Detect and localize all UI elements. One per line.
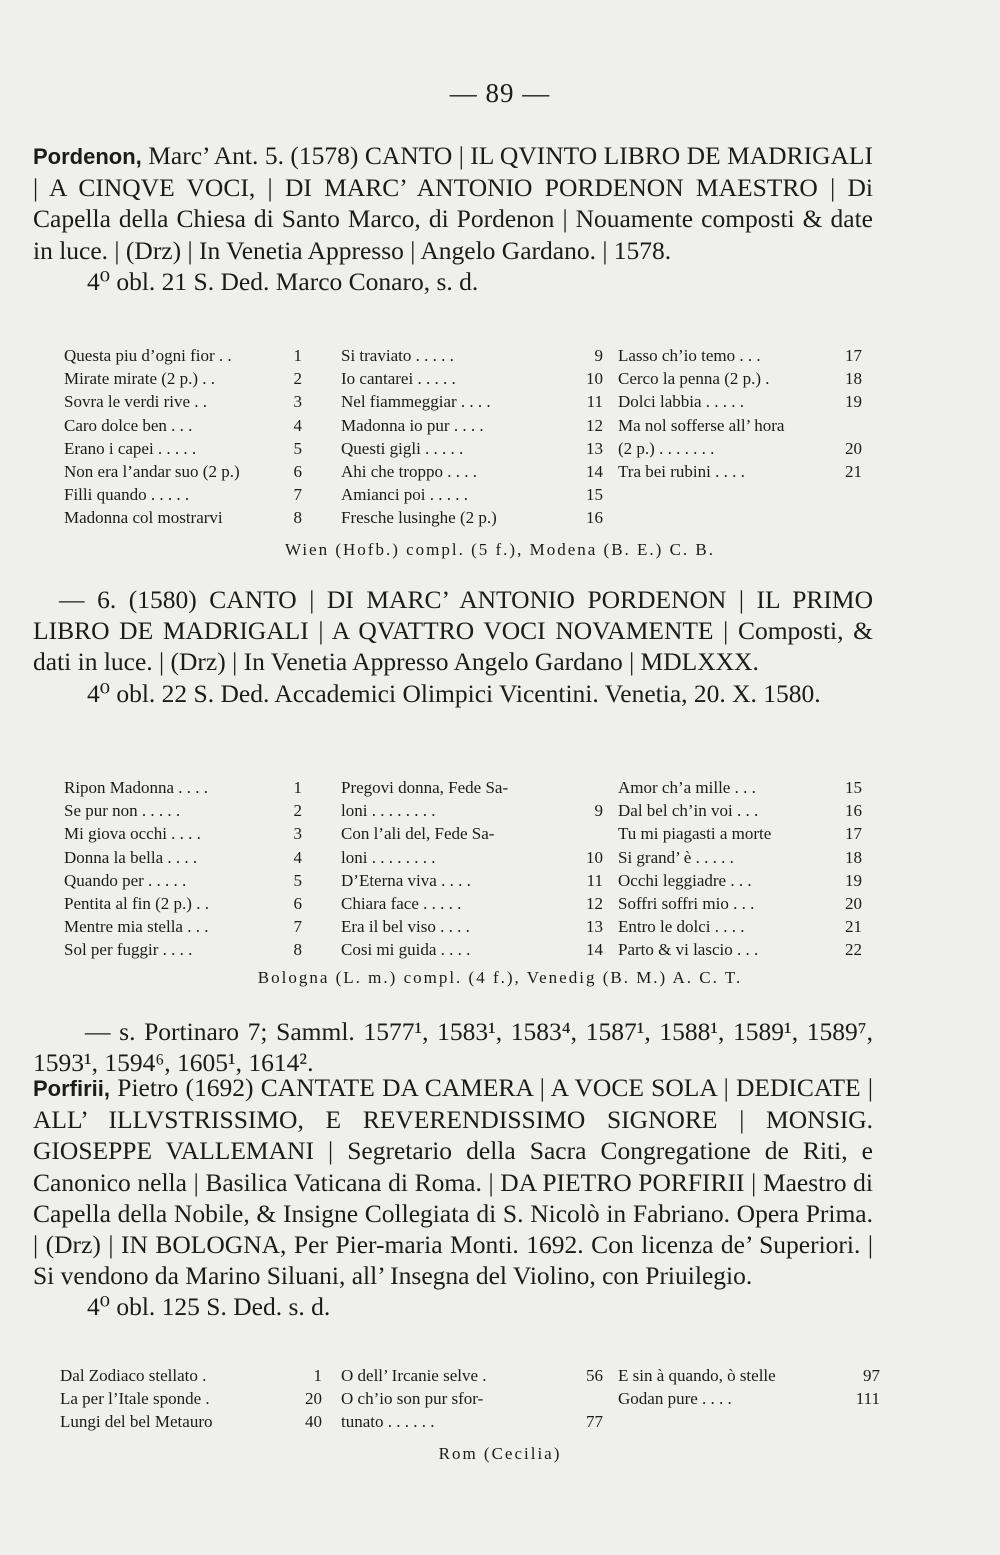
- contents-item: [64, 822, 302, 845]
- contents-item: [341, 846, 603, 869]
- contents-item-title: Mirate mirate (2 p.) . .: [64, 369, 216, 389]
- contents-item: [64, 776, 302, 799]
- contents-item-number: 7: [293, 485, 302, 505]
- contents-item-title: Si grand’ è . . . . .: [618, 847, 734, 867]
- contents-item-title: Occhi leggiadre . . .: [618, 870, 752, 890]
- contents-item-number: [599, 776, 603, 799]
- contents-item: [341, 869, 603, 892]
- contents-item-number: [858, 414, 862, 437]
- entry-format: 4⁰ obl. 21 S. Ded. Marco Conaro, s. d.: [87, 266, 479, 296]
- contents-item-number: 21: [845, 917, 862, 937]
- contents-item-title: Ma nol sofferse all’ hora: [618, 415, 785, 435]
- cross-reference-text: — s. Portinaro 7; Samml. 1577¹, 1583¹, 1583⁴, 1587¹, 1588¹, 1589¹, 1589⁷, 1593¹, 1594⁶, 1605¹, 1614².: [33, 1017, 873, 1078]
- contents-item-number: 97: [863, 1366, 880, 1385]
- contents-item: [618, 1364, 880, 1387]
- contents-item-title: La per l’Itale sponde .: [60, 1389, 210, 1409]
- contents-item: [64, 414, 302, 437]
- contents-item-number: 20: [845, 438, 862, 458]
- contents-item-number: 19: [845, 870, 862, 890]
- contents-item-title: Amor ch’a mille . . .: [618, 778, 756, 797]
- contents-item-number: 14: [586, 462, 603, 482]
- contents-item-number: 111: [855, 1389, 880, 1409]
- contents-item: [618, 846, 862, 869]
- entry-body: — 6. (1580) CANTO | DI MARC’ ANTONIO PORDENON | IL PRIMO LIBRO DE MADRIGALI | A QVATTRO VOCI NOVAMENTE | Composti, & dati in luce. | (Drz) | In Venetia Appresso Angelo Gardano | MDLXXX.: [33, 585, 873, 677]
- contents-item-number: 10: [586, 847, 603, 867]
- contents-list-2: [64, 776, 884, 966]
- contents-item-number: 1: [293, 346, 302, 365]
- library-location-3: Rom (Cecilia): [438, 1444, 562, 1463]
- contents-item-number: 17: [845, 346, 862, 365]
- contents-item: [341, 915, 603, 938]
- contents-item-title: Dal bel ch’in voi . . .: [618, 801, 759, 821]
- contents-item: [341, 822, 603, 845]
- contents-item: [64, 799, 302, 822]
- composer-name: Pordenon,: [33, 144, 142, 169]
- contents-item-title: Questi gigli . . . . .: [341, 438, 464, 458]
- cross-reference: [33, 1016, 873, 1078]
- entry-body: [33, 140, 873, 266]
- contents-item-title: Tra bei rubini . . . .: [618, 462, 745, 482]
- contents-item-number: 18: [845, 369, 862, 389]
- library-location-2: Bologna (L. m.) compl. (4 f.), Venedig (B. M.) A. C. T.: [257, 968, 743, 987]
- contents-item-number: 21: [845, 462, 862, 482]
- contents-item-title: Pentita al fin (2 p.) . .: [64, 894, 209, 914]
- contents-item-number: 7: [293, 917, 302, 937]
- contents-item-title: Ripon Madonna . . . .: [64, 778, 209, 797]
- contents-column-1: [64, 344, 302, 530]
- contents-item: [341, 367, 603, 390]
- contents-item: [618, 460, 862, 483]
- contents-item: [341, 437, 603, 460]
- contents-item-number: 8: [293, 940, 302, 960]
- contents-item: [341, 1410, 603, 1433]
- contents-item-title: Lasso ch’io temo . . .: [618, 346, 761, 365]
- contents-item-number: 4: [293, 415, 302, 435]
- contents-item-number: 8: [293, 508, 302, 528]
- contents-item-title: tunato . . . . . .: [341, 1412, 435, 1432]
- contents-item-number: 18: [845, 847, 862, 867]
- contents-item-number: 12: [586, 415, 603, 435]
- contents-item-number: 14: [586, 940, 603, 960]
- contents-item: [618, 776, 862, 799]
- contents-item-number: 77: [586, 1412, 603, 1432]
- contents-item-number: 15: [845, 778, 862, 797]
- contents-item: [618, 938, 862, 961]
- contents-item: [618, 367, 862, 390]
- contents-item-title: E sin à quando, ò stelle: [618, 1366, 776, 1385]
- contents-item: [64, 460, 302, 483]
- contents-item-title: Questa piu d’ogni fior . .: [64, 346, 232, 365]
- contents-item: [618, 344, 862, 367]
- contents-item-title: Cosi mi guida . . . .: [341, 940, 471, 960]
- contents-item-title: Pregovi donna, Fede Sa-: [341, 778, 509, 797]
- contents-item-title: Fresche lusinghe (2 p.): [341, 508, 497, 528]
- contents-item-number: 13: [586, 917, 603, 937]
- contents-column-1: [64, 776, 302, 962]
- contents-item-title: Mi giova occhi . . . .: [64, 824, 201, 844]
- contents-item-title: Parto & vi lascio . . .: [618, 940, 759, 960]
- contents-item-number: 2: [293, 801, 302, 821]
- contents-item-number: 4: [293, 847, 302, 867]
- contents-item-number: 1: [293, 778, 302, 797]
- contents-item: [341, 938, 603, 961]
- contents-item: [618, 437, 862, 460]
- contents-item-title: Erano i capei . . . . .: [64, 438, 197, 458]
- contents-item-number: 56: [586, 1366, 603, 1385]
- contents-item-title: O ch’io son pur sfor-: [341, 1389, 484, 1409]
- contents-item-number: 5: [293, 870, 302, 890]
- contents-item: [618, 1387, 880, 1410]
- contents-column-3: [618, 1364, 880, 1410]
- contents-item-title: (2 p.) . . . . . . .: [618, 438, 715, 458]
- contents-item-title: D’Eterna viva . . . .: [341, 870, 471, 890]
- entry-format: 4⁰ obl. 22 S. Ded. Accademici Olimpici Vicentini. Venetia, 20. X. 1580.: [87, 678, 821, 708]
- contents-item-title: Sol per fuggir . . . .: [64, 940, 193, 960]
- contents-item-title: Amianci poi . . . . .: [341, 485, 469, 505]
- contents-item-number: 19: [845, 392, 862, 412]
- contents-item-title: Dolci labbia . . . . .: [618, 392, 745, 412]
- contents-item-number: 6: [293, 894, 302, 914]
- contents-item: [64, 506, 302, 529]
- contents-column-3: [618, 344, 862, 483]
- contents-item: [64, 367, 302, 390]
- contents-item: [60, 1364, 322, 1387]
- contents-item: [64, 869, 302, 892]
- contents-item-title: Donna la bella . . . .: [64, 847, 198, 867]
- contents-item-title: Ahi che troppo . . . .: [341, 462, 477, 482]
- contents-list-1: [64, 344, 884, 534]
- contents-item-number: 22: [845, 940, 862, 960]
- contents-column-3: [618, 776, 862, 962]
- contents-item-number: 13: [586, 438, 603, 458]
- entry-title-text: Pietro (1692) CANTATE DA CAMERA | A VOCE SOLA | DEDICATE | ALL’ ILLVSTRISSIMO, E REVERENDISSIMO SIGNORE | MONSIG. GIOSEPPE VALLEMANI | Segretario della Sacra Congregatione de Riti, e Canonico nella | Basilica Vaticana di Roma. | DA PIETRO PORFIRII | Maestro di Capella della Nobile, & Insigne Collegiata di S. Nicolò in Fabriano. Opera Prima. | (Drz) | IN BOLOGNA, Per Pier-maria Monti. 1692. Con licenza de’ Superiori. | Si vendono da Marino Siluani, all’ Insegna del Violino, con Priuilegio.: [33, 1073, 873, 1291]
- contents-column-1: [60, 1364, 322, 1434]
- contents-item-title: Se pur non . . . . .: [64, 801, 181, 821]
- contents-item: [341, 892, 603, 915]
- contents-item-title: Godan pure . . . .: [618, 1389, 732, 1409]
- contents-item: [618, 799, 862, 822]
- contents-item-number: 20: [305, 1389, 322, 1409]
- contents-item: [64, 915, 302, 938]
- contents-item-number: 12: [586, 894, 603, 914]
- contents-item: [60, 1387, 322, 1410]
- contents-item-number: 16: [586, 508, 603, 528]
- contents-item-title: Cerco la penna (2 p.) .: [618, 369, 770, 389]
- contents-item-title: Era il bel viso . . . .: [341, 917, 470, 937]
- page-number: — 89 —: [449, 78, 551, 108]
- contents-item: [618, 414, 862, 437]
- catalog-entry-porfirii: [33, 1072, 873, 1323]
- library-location-1: Wien (Hofb.) compl. (5 f.), Modena (B. E.) C. B.: [284, 540, 716, 559]
- contents-item-number: 20: [845, 894, 862, 914]
- contents-item: [618, 822, 862, 845]
- contents-item: [64, 437, 302, 460]
- contents-item-title: Mentre mia stella . . .: [64, 917, 209, 937]
- entry-body: [33, 1072, 873, 1291]
- contents-item-number: [599, 1387, 603, 1410]
- contents-item: [341, 799, 603, 822]
- contents-list-3: [60, 1364, 884, 1444]
- contents-item-number: 2: [293, 369, 302, 389]
- contents-item-number: 15: [586, 485, 603, 505]
- contents-column-2: [341, 776, 603, 962]
- contents-item-title: Caro dolce ben . . .: [64, 415, 193, 435]
- contents-item: [60, 1410, 322, 1433]
- contents-item: [64, 390, 302, 413]
- contents-item-number: 17: [845, 824, 862, 844]
- contents-item-number: 10: [586, 369, 603, 389]
- contents-item: [341, 506, 603, 529]
- contents-item: [341, 1364, 603, 1387]
- contents-item-number: [599, 822, 603, 845]
- contents-item: [341, 776, 603, 799]
- contents-item-title: Lungi del bel Metauro: [60, 1412, 213, 1432]
- contents-item-title: loni . . . . . . . .: [341, 847, 436, 867]
- contents-item-number: 9: [594, 346, 603, 365]
- entry-format: 4⁰ obl. 125 S. Ded. s. d.: [87, 1292, 331, 1322]
- contents-item: [341, 483, 603, 506]
- contents-item-number: 6: [293, 462, 302, 482]
- contents-item-title: Chiara face . . . . .: [341, 894, 462, 914]
- contents-item: [341, 460, 603, 483]
- contents-item-number: 3: [293, 392, 302, 412]
- catalog-entry-pordenon-5: [33, 140, 873, 297]
- contents-item-title: loni . . . . . . . .: [341, 801, 436, 821]
- composer-name: Porfirii,: [33, 1076, 111, 1101]
- contents-item: [341, 390, 603, 413]
- contents-item-number: 16: [845, 801, 862, 821]
- contents-item-title: Dal Zodiaco stellato .: [60, 1366, 207, 1385]
- contents-item: [341, 1387, 603, 1410]
- contents-item-title: Nel fiammeggiar . . . .: [341, 392, 491, 412]
- contents-column-2: [341, 344, 603, 530]
- contents-item: [618, 892, 862, 915]
- contents-item-title: Madonna io pur . . . .: [341, 415, 484, 435]
- contents-item-title: Non era l’andar suo (2 p.): [64, 462, 240, 482]
- contents-item-number: 1: [313, 1366, 322, 1385]
- contents-item-number: 11: [586, 870, 603, 890]
- contents-item: [64, 938, 302, 961]
- contents-item-title: O dell’ Ircanie selve .: [341, 1366, 487, 1385]
- contents-item: [64, 344, 302, 367]
- contents-item-number: 11: [586, 392, 603, 412]
- contents-item-title: Con l’ali del, Fede Sa-: [341, 824, 495, 844]
- contents-item-title: Quando per . . . . .: [64, 870, 187, 890]
- contents-item: [64, 483, 302, 506]
- contents-item: [341, 414, 603, 437]
- contents-item-number: 40: [305, 1412, 322, 1432]
- contents-item-number: 9: [594, 801, 603, 821]
- contents-item-title: Madonna col mostrarvi: [64, 508, 223, 528]
- contents-item-title: Sovra le verdi rive . .: [64, 392, 208, 412]
- contents-item-number: 3: [293, 824, 302, 844]
- contents-column-2: [341, 1364, 603, 1434]
- contents-item-title: Soffri soffri mio . . .: [618, 894, 755, 914]
- catalog-entry-pordenon-6: [33, 584, 873, 709]
- contents-item: [64, 846, 302, 869]
- contents-item-title: Si traviato . . . . .: [341, 346, 454, 365]
- contents-item-title: Filli quando . . . . .: [64, 485, 190, 505]
- contents-item-title: Tu mi piagasti a morte: [618, 824, 772, 844]
- contents-item: [341, 344, 603, 367]
- contents-item-number: 5: [293, 438, 302, 458]
- contents-item: [618, 869, 862, 892]
- contents-item-title: Io cantarei . . . . .: [341, 369, 456, 389]
- contents-item: [64, 892, 302, 915]
- contents-item: [618, 915, 862, 938]
- contents-item-title: Entro le dolci . . . .: [618, 917, 745, 937]
- contents-item: [618, 390, 862, 413]
- entry-title-text: Marc’ Ant. 5. (1578) CANTO | IL QVINTO LIBRO DE MADRIGALI | A CINQVE VOCI, | DI MARC’ ANTONIO PORDENON MAESTRO | Di Capella della Chiesa di Santo Marco, di Pordenon | Nouamente composti & date in luce. | (Drz) | In Venetia Appresso | Angelo Gardano. | 1578.: [33, 141, 873, 265]
